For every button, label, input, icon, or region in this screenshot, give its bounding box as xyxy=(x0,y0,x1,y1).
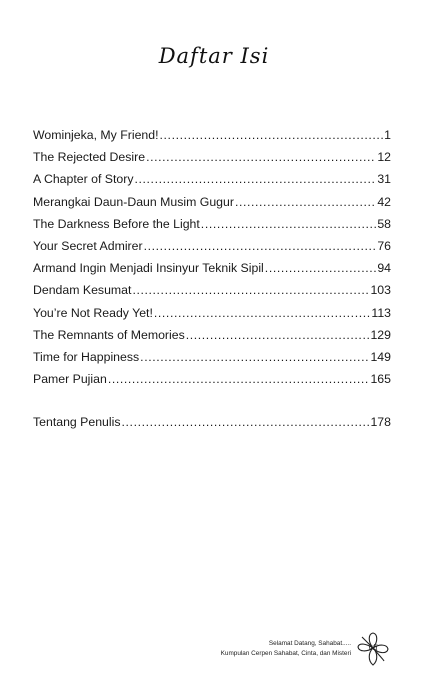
page-number: vii xyxy=(368,643,378,652)
toc-entry-title: Time for Happiness xyxy=(33,349,140,364)
toc-entry-title: Your Secret Admirer xyxy=(33,238,143,253)
toc-entry-page: 165 xyxy=(370,372,391,387)
toc-leader-dots xyxy=(146,146,376,168)
table-of-contents xyxy=(33,124,391,390)
toc-entry-title: Dendam Kesumat xyxy=(33,283,132,298)
toc-entry-title: Merangkai Daun-Daun Musim Gugur xyxy=(33,194,234,209)
toc-entry-page: 31 xyxy=(377,172,391,187)
toc-entry-page: 178 xyxy=(370,415,391,429)
toc-leader-dots xyxy=(265,257,377,279)
toc-leader-dots xyxy=(108,368,370,390)
toc-leader-dots xyxy=(132,279,369,301)
toc-entry-page: 12 xyxy=(377,150,391,165)
toc-entry-title: You’re Not Ready Yet! xyxy=(33,305,153,320)
toc-entry xyxy=(33,368,391,390)
toc-entry xyxy=(33,324,391,346)
toc-entry-page: 129 xyxy=(370,327,391,342)
toc-leader-dots xyxy=(134,168,376,190)
toc-entry-page: 103 xyxy=(370,283,391,298)
toc-entry-title: The Remnants of Memories xyxy=(33,327,185,342)
toc-leader-dots xyxy=(160,124,384,146)
toc-entry xyxy=(33,213,391,235)
footer-book-subtitle: Kumpulan Cerpen Sahabat, Cinta, dan Misteri xyxy=(220,650,351,657)
toc-entry-title: Wominjeka, My Friend! xyxy=(33,128,159,142)
page-title: Daftar Isi xyxy=(158,44,270,68)
toc-leader-dots xyxy=(140,346,369,368)
toc-entry-page: 58 xyxy=(377,216,391,231)
toc-leader-dots xyxy=(186,324,370,346)
toc-entry xyxy=(33,146,391,168)
toc-about-author xyxy=(33,411,391,433)
toc-entry xyxy=(33,257,391,279)
footer-book-title: Selamat Datang, Sahabat..... xyxy=(268,640,351,647)
toc-entry xyxy=(33,191,391,213)
toc-entry-page: 76 xyxy=(377,238,391,253)
page-footer xyxy=(221,639,351,659)
toc-leader-dots xyxy=(144,235,377,257)
toc-entry xyxy=(33,279,391,301)
toc-entry-page: 113 xyxy=(371,305,391,320)
toc-entry xyxy=(33,346,391,368)
toc-entry xyxy=(33,168,391,190)
toc-leader-dots xyxy=(154,302,371,324)
toc-entry-page: 42 xyxy=(377,194,391,209)
toc-entry xyxy=(33,411,391,433)
toc-entry-page: 94 xyxy=(377,261,391,276)
toc-entry-title: Armand Ingin Menjadi Insinyur Teknik Sipil xyxy=(33,261,264,276)
toc-entry-title: The Darkness Before the Light xyxy=(33,216,200,231)
toc-entry-title: A Chapter of Story xyxy=(33,172,134,187)
toc-entry-title: Tentang Penulis xyxy=(33,415,121,429)
toc-leader-dots xyxy=(201,213,377,235)
toc-entry-page: 149 xyxy=(370,349,391,364)
toc-entry-page: 1 xyxy=(384,128,391,142)
toc-entry-title: The Rejected Desire xyxy=(33,150,146,165)
toc-leader-dots xyxy=(235,191,376,213)
toc-entry xyxy=(33,124,391,146)
toc-entry-title: Pamer Pujian xyxy=(33,372,107,387)
toc-entry xyxy=(33,235,391,257)
toc-leader-dots xyxy=(122,411,370,433)
toc-entry xyxy=(33,302,391,324)
